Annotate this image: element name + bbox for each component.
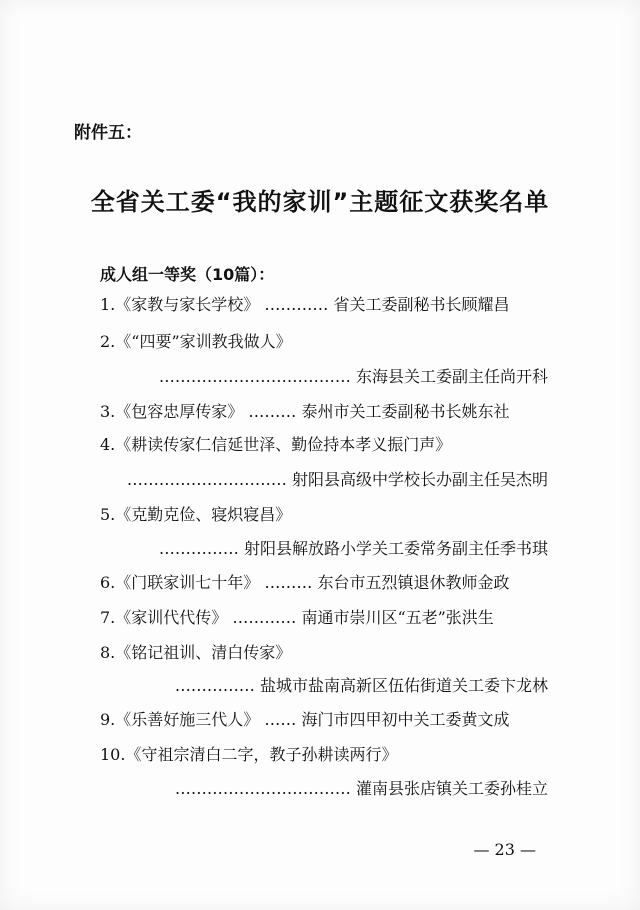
entry-4-line2: ………………………… 射阳县高级中学校长办副主任吴杰明 [126,470,548,489]
entry-1-line1: 1.《家教与家长学校》 ………… 省关工委副秘书长顾耀昌 [100,295,510,314]
entry-5-line1: 5.《克勤克俭、寝炽寝昌》 [100,505,292,524]
page-title: 全省关工委“我的家训”主题征文获奖名单 [90,188,550,216]
entry-8-line2: …………… 盐城市盐南高新区伍佑街道关工委卞龙林 [174,676,548,695]
entry-10-line1: 10.《守祖宗清白二字，教子孙耕读两行》 [100,745,398,764]
entry-5-line2: …………… 射阳县解放路小学关工委常务副主任季书琪 [158,539,548,558]
entry-8-line1: 8.《铭记祖训、清白传家》 [100,643,292,662]
entry-7-line1: 7.《家训代代传》 ………… 南通市崇川区“五老”张洪生 [100,608,494,627]
entry-4-line1: 4.《耕读传家仁信延世泽、勤俭持本孝义振门声》 [100,435,452,454]
page-number: — 23 — [473,840,536,859]
entry-10-line2: …………………………… 灌南县张店镇关工委孙桂立 [174,779,548,798]
entry-6-line1: 6.《门联家训七十年》 ……… 东台市五烈镇退休教师金政 [100,573,510,592]
entry-9-line1: 9.《乐善好施三代人》 …… 海门市四甲初中关工委黄文成 [100,710,510,729]
entry-2-line1: 2.《“四要”家训教我做人》 [100,332,292,351]
entry-3-line1: 3.《包容忠厚传家》 ……… 泰州市关工委副秘书长姚东社 [100,402,510,421]
section-heading: 成人组一等奖（10篇）： [100,265,275,284]
attachment-label: 附件五： [74,123,142,143]
entry-2-line2: ……………………………… 东海县关工委副主任尚开科 [158,367,548,386]
